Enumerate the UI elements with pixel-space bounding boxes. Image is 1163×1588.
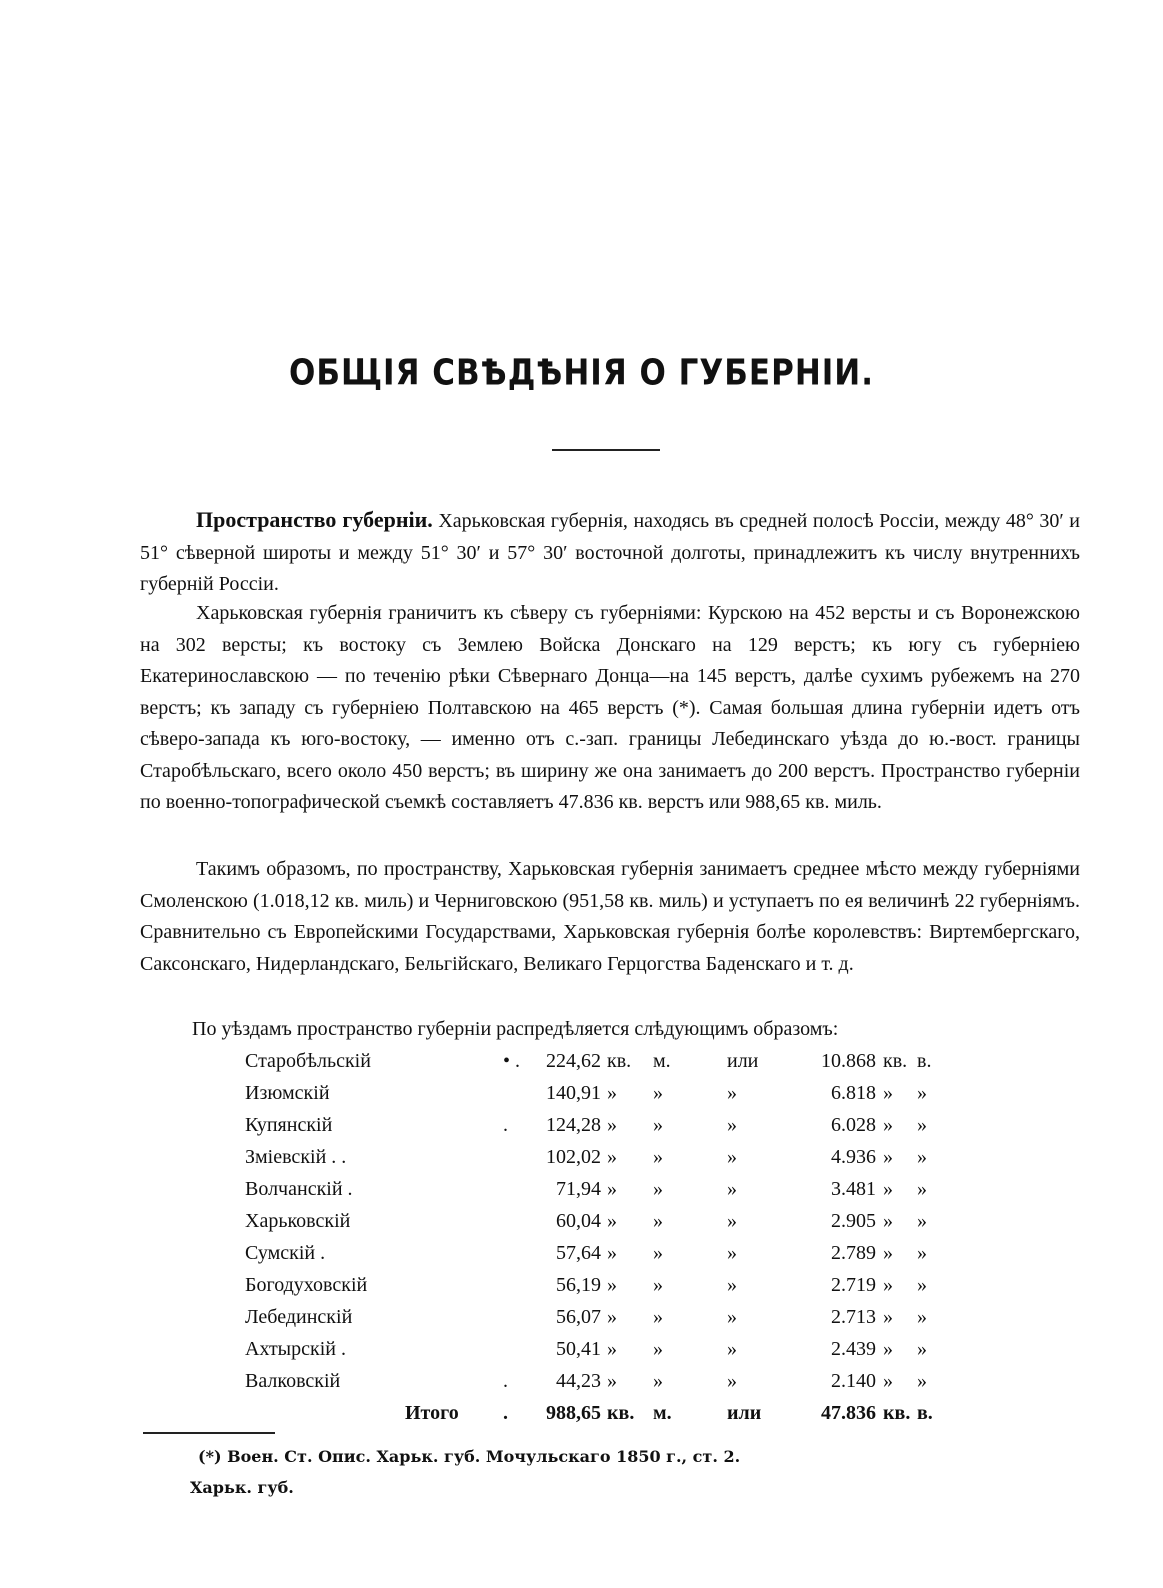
page-title: ОБЩІЯ СВѢДѢНІЯ О ГУБЕРНІИ.: [288, 352, 875, 394]
area-sq-versts: 47.836: [821, 1402, 876, 1424]
area-sq-miles: 60,04: [556, 1210, 601, 1232]
total-label: Итого: [405, 1402, 459, 1424]
or-label: »: [727, 1242, 737, 1264]
area-sq-versts: 2.439: [831, 1338, 876, 1360]
unit-sq: кв.: [883, 1050, 908, 1072]
paragraph-borders: Харьковская губернія граничитъ къ сѣверу съ губерніями: Курскою на 452 версты и съ Воронежскою на 302 версты; къ востоку съ Землею Войска Донскаго на 129 верстъ; къ югу съ губерніею Екатеринославскою — по теченію рѣки Сѣвернаго Донца—на 145 верстъ, далѣе сухимъ рубежемъ на 270 верстъ; къ западу съ губерніею Полтавскою на 465 верстъ (*). Самая большая длина губерніи идетъ отъ сѣверо-запада къ юго-востоку, — именно отъ с.-зап. границы Лебединскаго уѣзда до ю.-вост. границы Старобѣльскаго, всего около 450 верстъ; въ ширину же она занимаетъ до 200 верстъ. Пространство губерніи по военно-топографической съемкѣ составляетъ 47.836 кв. верстъ или 988,65 кв. миль.: [140, 602, 1080, 813]
district-name: Харьковскій: [245, 1210, 351, 1232]
table-row: [245, 1242, 965, 1274]
unit-versts: »: [917, 1178, 927, 1200]
area-sq-versts: 2.719: [831, 1274, 876, 1296]
district-name: Ахтырскій .: [245, 1338, 346, 1360]
unit-sq: »: [607, 1306, 617, 1328]
footnote: (*) Воен. Ст. Опис. Харьк. губ. Мочульскаго 1850 г., ст. 2.: [198, 1447, 741, 1466]
unit-miles: »: [653, 1242, 663, 1264]
table-total-row: [245, 1402, 965, 1434]
unit-sq: кв.: [607, 1402, 635, 1424]
area-sq-miles: 71,94: [556, 1178, 601, 1200]
unit-miles: м.: [653, 1050, 671, 1072]
table-row: [245, 1114, 965, 1146]
table-row: [245, 1210, 965, 1242]
unit-sq: »: [883, 1338, 893, 1360]
area-sq-miles: 44,23: [556, 1370, 601, 1392]
unit-sq: »: [883, 1306, 893, 1328]
unit-sq: »: [883, 1210, 893, 1232]
unit-sq: кв.: [883, 1402, 911, 1424]
area-sq-versts: 2.905: [831, 1210, 876, 1232]
district-name: Старобѣльскій: [245, 1050, 371, 1072]
area-sq-versts: 6.818: [831, 1082, 876, 1104]
table-row: [245, 1178, 965, 1210]
unit-sq: кв.: [607, 1050, 632, 1072]
unit-miles: »: [653, 1082, 663, 1104]
or-label: »: [727, 1338, 737, 1360]
area-sq-versts: 2.713: [831, 1306, 876, 1328]
unit-versts: »: [917, 1274, 927, 1296]
or-label: или: [727, 1050, 759, 1072]
or-label: »: [727, 1082, 737, 1104]
table-row: [245, 1306, 965, 1338]
unit-miles: »: [653, 1210, 663, 1232]
district-name: Изюмскій: [245, 1082, 330, 1104]
unit-sq: »: [883, 1274, 893, 1296]
paragraph-text: Харьковская губернія, находясь въ средней полосѣ Россіи, между 48° 30′ и 51° сѣверной широты и между 51° 30′ и 57° 30′ восточной долготы, принадлежитъ къ числу внутреннихъ губерній Россіи.: [140, 510, 1080, 595]
district-name: Сумскій .: [245, 1242, 326, 1264]
area-sq-miles: 50,41: [556, 1338, 601, 1360]
table-row: [245, 1274, 965, 1306]
area-sq-miles: 124,28: [546, 1114, 601, 1136]
unit-miles: »: [653, 1306, 663, 1328]
table-intro: По уѣздамъ пространство губерніи распредѣляется слѣдующимъ образомъ:: [192, 1018, 839, 1040]
area-sq-versts: 10.868: [821, 1050, 876, 1072]
unit-versts: »: [917, 1242, 927, 1264]
unit-sq: »: [607, 1274, 617, 1296]
unit-sq: »: [607, 1114, 617, 1136]
area-sq-miles: 56,19: [556, 1274, 601, 1296]
unit-miles: »: [653, 1370, 663, 1392]
area-sq-versts: 4.936: [831, 1146, 876, 1168]
table-row: [245, 1050, 965, 1082]
area-sq-miles: 57,64: [556, 1242, 601, 1264]
area-sq-versts: 2.789: [831, 1242, 876, 1264]
unit-sq: »: [607, 1082, 617, 1104]
unit-miles: м.: [653, 1402, 672, 1424]
area-sq-miles: 102,02: [546, 1146, 601, 1168]
leader-dot: .: [503, 1114, 508, 1136]
unit-versts: »: [917, 1114, 927, 1136]
footnote-divider: [143, 1432, 275, 1434]
leader-dot: • .: [503, 1050, 521, 1072]
table-row: [245, 1082, 965, 1114]
district-name: Купянскій: [245, 1114, 333, 1136]
unit-miles: »: [653, 1146, 663, 1168]
unit-sq: »: [607, 1210, 617, 1232]
unit-sq: »: [607, 1338, 617, 1360]
unit-versts: »: [917, 1338, 927, 1360]
leader-dot: .: [503, 1402, 508, 1424]
table-row: [245, 1146, 965, 1178]
area-sq-versts: 2.140: [831, 1370, 876, 1392]
paragraph-comparison: Такимъ образомъ, по пространству, Харьковская губернія занимаетъ среднее мѣсто между губерніями Смоленскою (1.018,12 кв. миль) и Черниговскою (951,58 кв. миль) и уступаетъ по ея величинѣ 22 губерніямъ. Сравнительно съ Европейскими Государствами, Харьковская губернія болѣе королевствъ: Виртембергскаго, Саксонскаго, Нидерландскаго, Бельгійскаго, Великаго Герцогства Баденскаго и т. д.: [140, 858, 1080, 975]
area-sq-versts: 3.481: [831, 1178, 876, 1200]
or-label: »: [727, 1178, 737, 1200]
district-name: Валковскій: [245, 1370, 341, 1392]
paragraph-territory: [140, 504, 1080, 601]
unit-miles: »: [653, 1274, 663, 1296]
signature-mark: Харьк. губ.: [190, 1478, 294, 1497]
or-label: »: [727, 1274, 737, 1296]
or-label: »: [727, 1370, 737, 1392]
district-name: Волчанскій .: [245, 1178, 353, 1200]
or-label: »: [727, 1114, 737, 1136]
area-sq-miles: 988,65: [546, 1402, 601, 1424]
unit-versts: »: [917, 1082, 927, 1104]
unit-versts: в.: [917, 1402, 933, 1424]
unit-versts: »: [917, 1306, 927, 1328]
title-divider: [552, 449, 660, 451]
leader-dot: .: [503, 1370, 508, 1392]
district-name: Богодуховскій: [245, 1274, 368, 1296]
unit-sq: »: [883, 1242, 893, 1264]
unit-versts: »: [917, 1146, 927, 1168]
unit-miles: »: [653, 1178, 663, 1200]
unit-versts: »: [917, 1210, 927, 1232]
unit-versts: »: [917, 1370, 927, 1392]
district-area-table: [245, 1050, 965, 1434]
or-label: »: [727, 1306, 737, 1328]
or-label: »: [727, 1146, 737, 1168]
unit-sq: »: [883, 1114, 893, 1136]
unit-sq: »: [883, 1146, 893, 1168]
table-row: [245, 1338, 965, 1370]
unit-sq: »: [607, 1146, 617, 1168]
district-name: Змiевскій . .: [245, 1146, 347, 1168]
section-heading: Пространство губерніи.: [196, 507, 433, 532]
unit-sq: »: [883, 1370, 893, 1392]
or-label: »: [727, 1210, 737, 1232]
unit-miles: »: [653, 1338, 663, 1360]
area-sq-versts: 6.028: [831, 1114, 876, 1136]
district-name: Лебединскій: [245, 1306, 353, 1328]
unit-versts: в.: [917, 1050, 932, 1072]
unit-sq: »: [607, 1370, 617, 1392]
area-sq-miles: 224,62: [546, 1050, 601, 1072]
unit-sq: »: [883, 1082, 893, 1104]
area-sq-miles: 140,91: [546, 1082, 601, 1104]
unit-sq: »: [607, 1178, 617, 1200]
unit-sq: »: [883, 1178, 893, 1200]
table-row: [245, 1370, 965, 1402]
or-label: или: [727, 1402, 762, 1424]
area-sq-miles: 56,07: [556, 1306, 601, 1328]
unit-miles: »: [653, 1114, 663, 1136]
unit-sq: »: [607, 1242, 617, 1264]
